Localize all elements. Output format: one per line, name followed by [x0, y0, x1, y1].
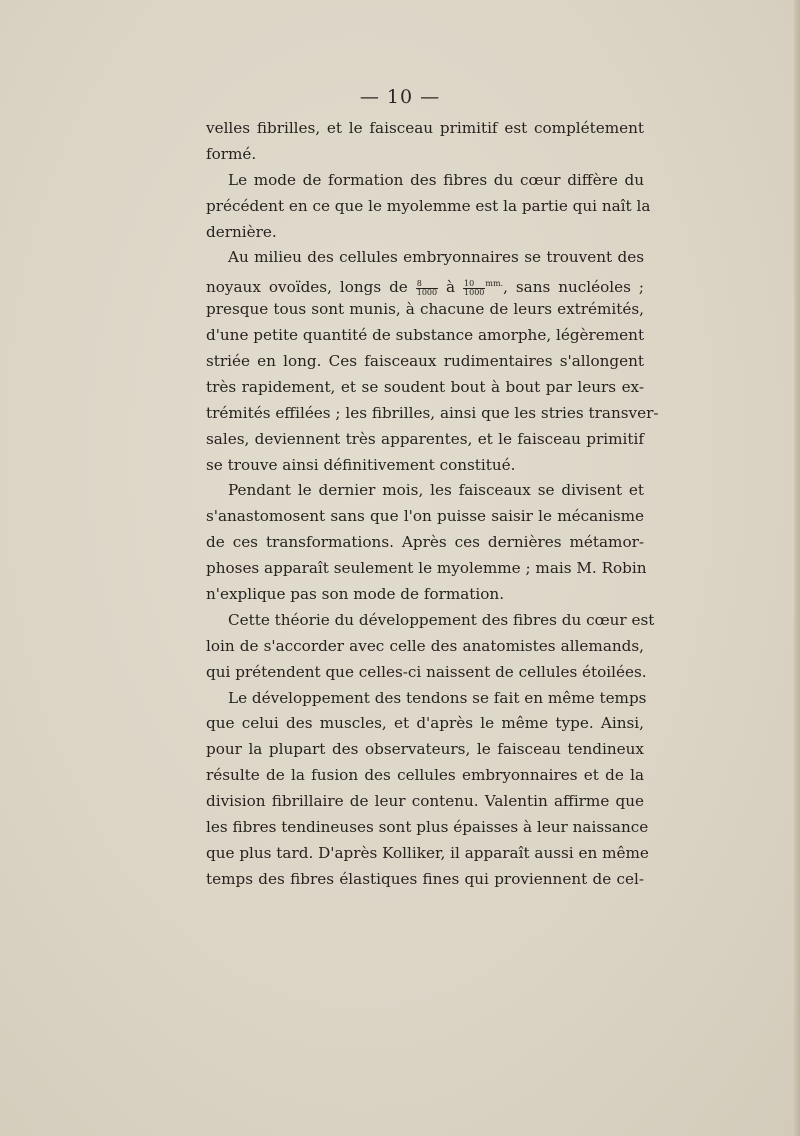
text-line: velles fibrilles, et le faisceau primitif est complétement — [206, 119, 644, 137]
fraction: $\frac{8}{1000}$ — [416, 278, 438, 297]
text-line: loin de s'accorder avec celle des anatomistes allemands, — [206, 636, 644, 655]
text-line: résulte de la fusion des cellules embryonnaires et de la — [206, 766, 644, 785]
text-line: phoses apparaît seulement le myolemme ; mais M. Robin — [206, 559, 647, 578]
text-line: sales, deviennent très apparentes, et le faisceau primitif — [206, 429, 644, 448]
text-line: les fibres tendineuses sont plus épaisses à leur naissance — [206, 818, 649, 837]
page-number: — 10 — — [359, 86, 441, 108]
text-line: trémités effilées ; les fibrilles, ainsi que les stries transver- — [206, 403, 659, 422]
text-line: division fibrillaire de leur contenu. Valentin affirme que — [206, 792, 644, 811]
paragraph — [206, 116, 644, 168]
text-line: striée en long. Ces faisceaux rudimentaires s'allongent — [206, 352, 644, 371]
text-line: s'anastomosent sans que l'on puisse saisir le mécanisme — [206, 507, 644, 526]
text-line: Le mode de formation des fibres du cœur diffère du — [228, 170, 644, 189]
body-text — [206, 116, 659, 893]
paragraph — [206, 168, 651, 246]
text-line: formé. — [206, 144, 257, 163]
text-line: pour la plupart des observateurs, le faisceau tendineux — [206, 740, 644, 759]
paragraph — [206, 478, 647, 607]
unit-superscript: mm. — [485, 279, 504, 289]
text-line: précédent en ce que le myolemme est la partie qui naît la — [206, 196, 651, 215]
paragraph — [206, 686, 649, 893]
paragraph — [206, 245, 659, 478]
text-line: Au milieu des cellules embryonnaires se trouvent des — [228, 248, 644, 267]
text-line: que celui des muscles, et d'après le même type. Ainsi, — [206, 714, 644, 733]
text-line: temps des fibres élastiques fines qui proviennent de cel- — [206, 869, 644, 888]
text-line: très rapidement, et se soudent bout à bout par leurs ex- — [206, 377, 644, 396]
text-line: Le développement des tendons se fait en même temps — [228, 688, 647, 707]
text-line: Cette théorie du développement des fibres du cœur est — [228, 610, 655, 629]
text-line: de ces transformations. Après ces dernières métamor- — [206, 533, 644, 552]
text-line: dernière. — [206, 222, 277, 241]
text-line: qui prétendent que celles-ci naissent de cellules étoilées. — [206, 662, 647, 681]
page-edge — [794, 0, 800, 1136]
text-line-with-fractions: noyaux ovoïdes, longs de $\frac{8}{1000}$ à $\frac{10}{1000}$ $^{mm.}$, sans nucléoles ; — [206, 278, 644, 297]
fraction: $\frac{10}{1000}$ — [464, 278, 485, 297]
text-line: se trouve ainsi définitivement constitué. — [206, 455, 516, 474]
text-line: Pendant le dernier mois, les faisceaux se divisent et — [228, 481, 644, 500]
text-line: n'explique pas son mode de formation. — [206, 585, 505, 604]
text-line: presque tous sont munis, à chacune de leurs extrémités, — [206, 300, 644, 319]
text-line: que plus tard. D'après Kolliker, il apparaît aussi en même — [206, 843, 649, 862]
paragraph — [206, 608, 655, 686]
text-line: d'une petite quantité de substance amorphe, légèrement — [206, 326, 645, 345]
